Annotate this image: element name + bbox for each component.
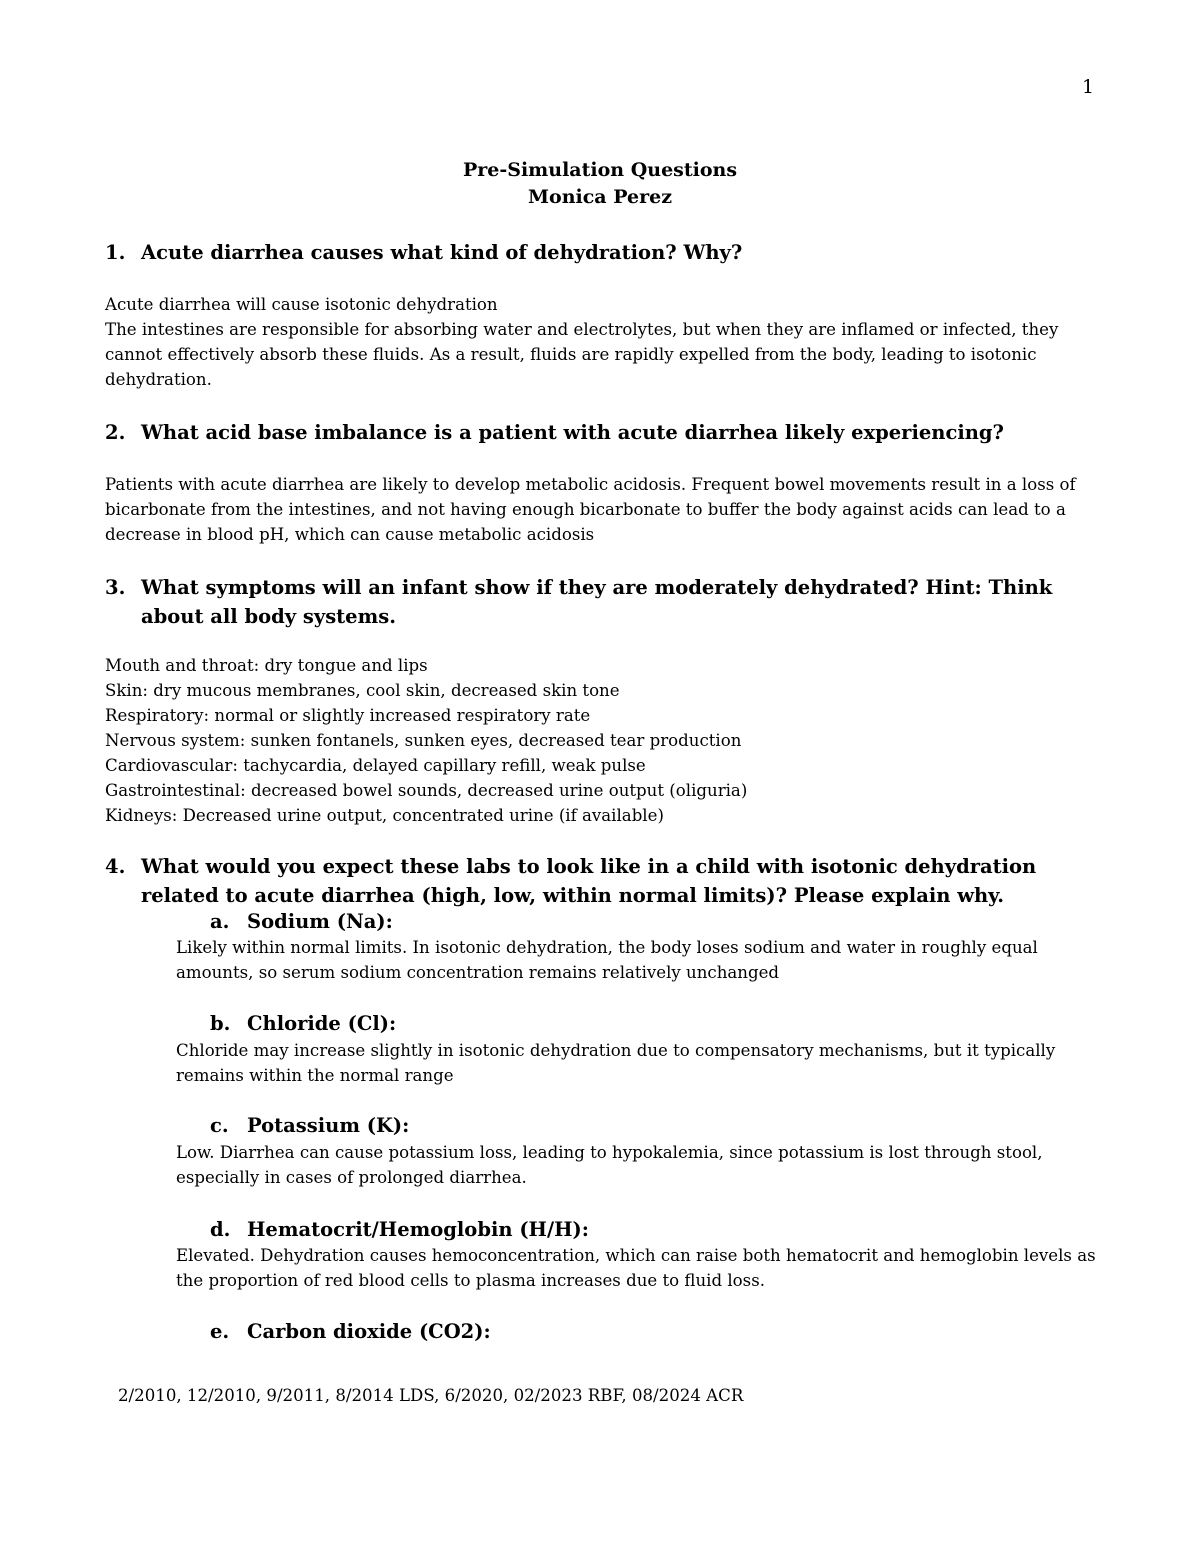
author-name: Monica Perez (528, 186, 672, 208)
question-1 (105, 238, 1095, 267)
lab-chloride-answer (176, 1038, 1096, 1088)
answer-line: Gastrointestinal: decreased bowel sounds, decreased urine output (oliguria) (105, 781, 748, 800)
document-title: Pre-Simulation Questions (462, 159, 738, 181)
answer-line: Mouth and throat: dry tongue and lips (105, 656, 428, 675)
answer-line: Kidneys: Decreased urine output, concentrated urine (if available) (105, 806, 664, 825)
question-2 (105, 418, 1095, 447)
sub-item-answer: Chloride may increase slightly in isotonic dehydration due to compensatory mechanisms, but it typically remains within the normal range (176, 1041, 1056, 1085)
answer-2 (105, 472, 1095, 547)
lab-potassium-heading (210, 1112, 409, 1139)
answer-3 (105, 653, 1095, 828)
question-number: 2. (105, 421, 126, 444)
lab-hematocrit-heading (210, 1216, 589, 1243)
answer-1 (105, 292, 1095, 392)
lab-hematocrit-answer (176, 1243, 1096, 1293)
answer-line: Nervous system: sunken fontanels, sunken eyes, decreased tear production (105, 731, 742, 750)
answer-line: Acute diarrhea will cause isotonic dehydration (105, 295, 498, 314)
sub-item-label: Chloride (Cl): (247, 1012, 397, 1035)
question-text: Acute diarrhea causes what kind of dehydration? Why? (141, 241, 743, 264)
sub-item-label: Potassium (K): (247, 1114, 410, 1137)
question-text: What acid base imbalance is a patient with acute diarrhea likely experiencing? (141, 421, 1004, 444)
question-4 (105, 852, 1095, 910)
answer-line: Respiratory: normal or slightly increased respiratory rate (105, 706, 591, 725)
sub-item-letter: c. (210, 1114, 229, 1137)
sub-item-letter: e. (210, 1320, 230, 1343)
question-text: What would you expect these labs to look like in a child with isotonic dehydration related to acute diarrhea (high, low, within normal limits)? Please explain why. (141, 855, 1037, 907)
sub-item-answer: Elevated. Dehydration causes hemoconcentration, which can raise both hematocrit and hemoglobin levels as the proportion of red blood cells to plasma increases due to fluid loss. (176, 1246, 1096, 1290)
sub-item-label: Hematocrit/Hemoglobin (H/H): (247, 1218, 589, 1241)
question-3 (105, 573, 1095, 631)
lab-sodium-answer (176, 935, 1096, 985)
answer-line: Skin: dry mucous membranes, cool skin, decreased skin tone (105, 681, 620, 700)
lab-sodium-heading (210, 908, 393, 935)
sub-item-label: Sodium (Na): (247, 910, 393, 933)
revision-footer: 2/2010, 12/2010, 9/2011, 8/2014 LDS, 6/2020, 02/2023 RBF, 08/2024 ACR (118, 1386, 744, 1405)
lab-chloride-heading (210, 1010, 396, 1037)
sub-item-answer: Low. Diarrhea can cause potassium loss, leading to hypokalemia, since potassium is lost through stool, especially in cases of prolonged diarrhea. (176, 1143, 1043, 1187)
sub-item-letter: a. (210, 910, 230, 933)
question-text: What symptoms will an infant show if they are moderately dehydrated? Hint: Think about all body systems. (141, 576, 1053, 628)
lab-potassium-answer (176, 1140, 1096, 1190)
question-number: 3. (105, 576, 126, 599)
question-number: 4. (105, 855, 126, 878)
sub-item-label: Carbon dioxide (CO2): (247, 1320, 491, 1343)
question-number: 1. (105, 241, 126, 264)
answer-line: Cardiovascular: tachycardia, delayed capillary refill, weak pulse (105, 756, 646, 775)
page-number: 1 (1082, 76, 1095, 98)
answer-line: Patients with acute diarrhea are likely to develop metabolic acidosis. Frequent bowel movements result in a loss of bicarbonate from the intestines, and not having enough bicarbonate to buffer the body against acids can lead to a decrease in blood pH, which can cause metabolic acidosis (105, 475, 1076, 544)
document-header (0, 157, 1200, 211)
sub-item-letter: b. (210, 1012, 231, 1035)
sub-item-answer: Likely within normal limits. In isotonic dehydration, the body loses sodium and water in roughly equal amounts, so serum sodium concentration remains relatively unchanged (176, 938, 1038, 982)
answer-line: The intestines are responsible for absorbing water and electrolytes, but when they are inflamed or infected, they cannot effectively absorb these fluids. As a result, fluids are rapidly expelled from the body, leading to isotonic dehydration. (105, 320, 1059, 389)
lab-co2-heading (210, 1318, 491, 1345)
sub-item-letter: d. (210, 1218, 231, 1241)
